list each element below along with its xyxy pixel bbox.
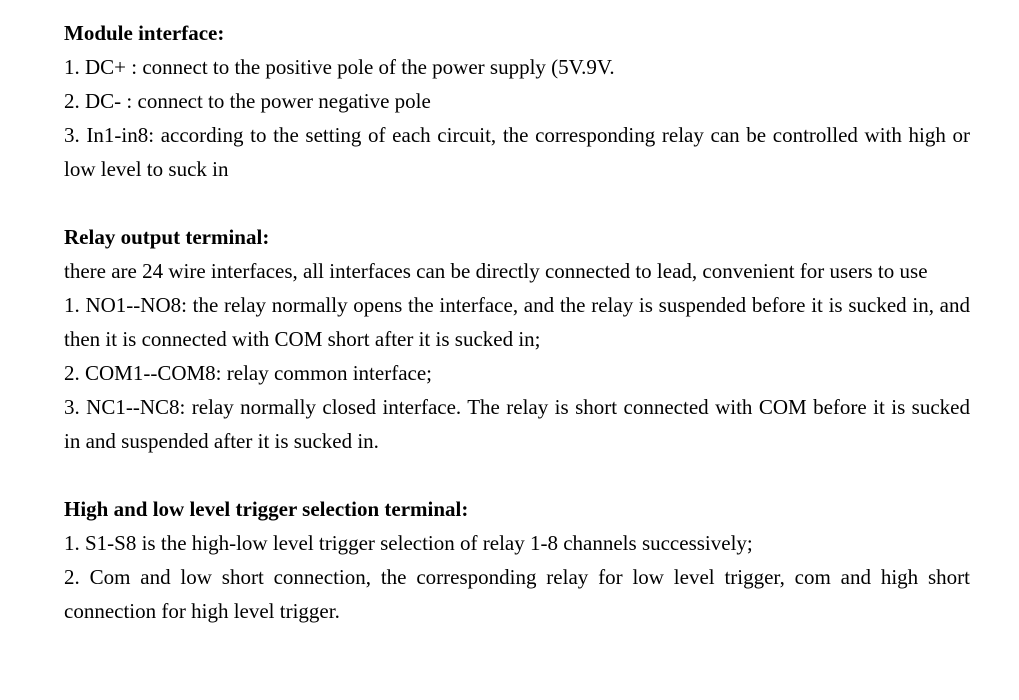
section-heading: Module interface: — [64, 21, 225, 45]
paragraph: 2. COM1--COM8: relay common interface; — [64, 361, 432, 385]
paragraph: 1. S1-S8 is the high-low level trigger selection of relay 1-8 channels successively; — [64, 531, 753, 555]
paragraph: 1. NO1--NO8: the relay normally opens the interface, and the relay is suspended before it is sucked in, and then it is connected with COM short after it is sucked in; — [64, 293, 970, 351]
section-spacer — [64, 186, 970, 220]
document-body — [64, 16, 970, 628]
paragraph: 1. DC+ : connect to the positive pole of the power supply (5V.9V. — [64, 55, 615, 79]
section-module-interface — [64, 16, 970, 186]
paragraph: 2. DC- : connect to the power negative pole — [64, 89, 431, 113]
paragraph: 3. NC1--NC8: relay normally closed interface. The relay is short connected with COM before it is sucked in and suspended after it is sucked in. — [64, 395, 970, 453]
section-heading: Relay output terminal: — [64, 225, 270, 249]
section-relay-output-terminal — [64, 220, 970, 458]
paragraph: there are 24 wire interfaces, all interfaces can be directly connected to lead, convenient for users to use — [64, 259, 928, 283]
paragraph: 3. In1-in8: according to the setting of each circuit, the corresponding relay can be controlled with high or low level to suck in — [64, 123, 970, 181]
section-heading: High and low level trigger selection terminal: — [64, 497, 469, 521]
paragraph: 2. Com and low short connection, the corresponding relay for low level trigger, com and high short connection for high level trigger. — [64, 565, 970, 623]
section-spacer — [64, 458, 970, 492]
section-trigger-selection-terminal — [64, 492, 970, 628]
